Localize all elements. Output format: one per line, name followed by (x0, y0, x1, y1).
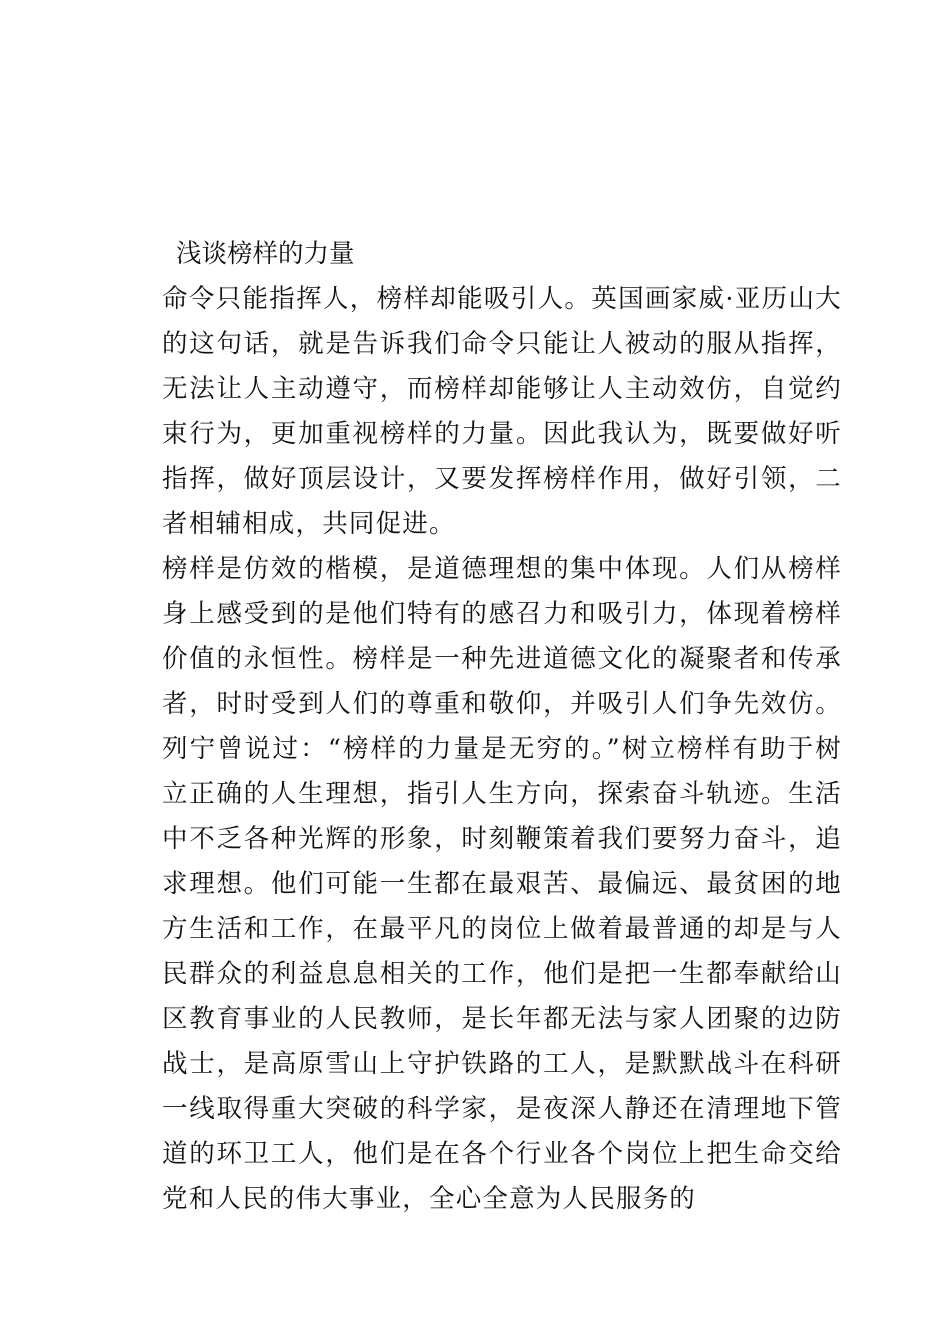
document-body (162, 232, 842, 1222)
document-title: 浅谈榜样的力量 (176, 239, 355, 269)
paragraph-1: 命令只能指挥人，榜样却能吸引人。英国画家威·亚历山大的这句话，就是告诉我们命令只能让人被动的服从指挥，无法让人主动遵守，而榜样却能够让人主动效仿，自觉约束行为，更加重视榜样的力量。因此我认为，既要做好听指挥，做好顶层设计，又要发挥榜样作用，做好引领，二者相辅相成，共同促进。 (162, 284, 842, 539)
paragraph-2: 榜样是仿效的楷模，是道德理想的集中体现。人们从榜样身上感受到的是他们特有的感召力和吸引力，体现着榜样价值的永恒性。榜样是一种先进道德文化的凝聚者和传承者，时时受到人们的尊重和敬仰，并吸引人们争先效仿。列宁曾说过：“榜样的力量是无穷的。”树立榜样有助于树立正确的人生理想，指引人生方向，探索奋斗轨迹。生活中不乏各种光辉的形象，时刻鞭策着我们要努力奋斗，追求理想。他们可能一生都在最艰苦、最偏远、最贫困的地方生活和工作，在最平凡的岗位上做着最普通的却是与人民群众的利益息息相关的工作，他们是把一生都奉献给山区教育事业的人民教师，是长年都无法与家人团聚的边防战士，是高原雪山上守护铁路的工人，是默默战斗在科研一线取得重大突破的科学家，是夜深人静还在清理地下管道的环卫工人，他们是在各个行业各个岗位上把生命交给党和人民的伟大事业，全心全意为人民服务的 (162, 554, 842, 1214)
